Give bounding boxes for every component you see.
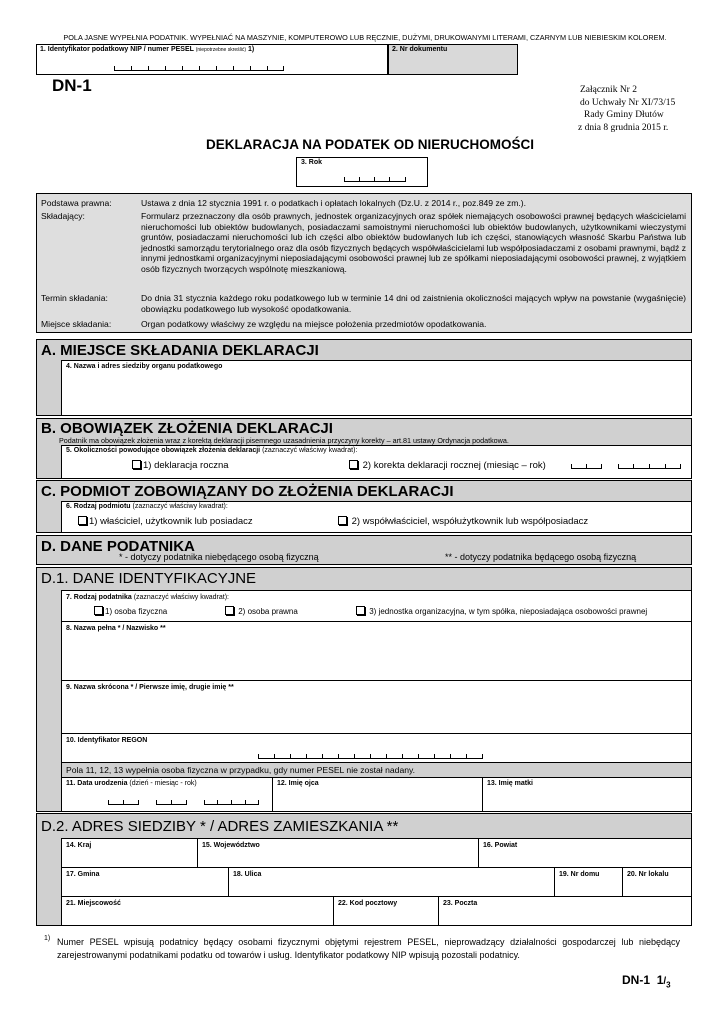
annual-declaration-label: 1) deklaracja roczna — [143, 460, 229, 471]
section-a-header: A. MIEJSCE SKŁADANIA DEKLARACJI — [36, 339, 692, 361]
birth-date-field[interactable] — [61, 777, 273, 812]
co-owner-label: 2) współwłaściciel, współużytkownik lub współposiadacz — [351, 516, 589, 527]
owner-option[interactable] — [78, 516, 253, 527]
section-d-note-right: ** - dotyczy podatnika będącego osobą fizyczną — [445, 552, 637, 562]
info-block — [36, 193, 692, 333]
year-digit-ticks — [344, 176, 406, 182]
organizational-unit-checkbox[interactable] — [356, 606, 365, 615]
organizational-unit-option[interactable] — [356, 606, 647, 616]
nip-pesel-field[interactable] — [36, 44, 388, 75]
birth-day-ticks — [108, 799, 139, 805]
locality-label: 21. Miejscowość — [66, 900, 121, 907]
section-d1-header: D.1. DANE IDENTYFIKACYJNE — [36, 567, 692, 591]
info-key: Termin składania: — [41, 293, 108, 303]
co-owner-option[interactable] — [338, 516, 588, 527]
owner-label: 1) właściciel, użytkownik lub posiadacz — [89, 516, 253, 527]
attachment-info — [578, 84, 675, 134]
section-b-title: B. OBOWIĄZEK ZŁOŻENIA DEKLARACJI — [41, 420, 333, 437]
house-number-label: 19. Nr domu — [559, 871, 600, 878]
info-row — [41, 319, 686, 330]
correction-checkbox[interactable] — [349, 460, 358, 469]
apartment-number-field[interactable] — [622, 867, 692, 897]
street-field[interactable] — [228, 867, 555, 897]
organizational-unit-label: 3) jednostka organizacyjna, w tym spółka, nieposiadająca osobowości prawnej — [369, 607, 648, 616]
municipality-field[interactable] — [61, 867, 229, 897]
short-name-field[interactable] — [61, 680, 692, 734]
page-form-code: DN-1 — [622, 973, 651, 987]
entity-type-field — [61, 501, 692, 533]
page-total: 3 — [666, 980, 671, 990]
entity-type-label: 6. Rodzaj podmiotu — [66, 503, 131, 510]
owner-checkbox[interactable] — [78, 516, 87, 525]
nip-digit-ticks — [114, 65, 284, 71]
section-a-left-bar — [36, 360, 62, 416]
info-value: Do dnia 31 stycznia każdego roku podatkowego lub w terminie 14 dni od zaistnienia okoliczności mających wpływ na powstanie (wygaśnięcie) obowiązku podatkowego lub wysokość opodatkowania. — [141, 293, 686, 314]
section-b-left-bar — [36, 445, 62, 479]
regon-label: 10. Identyfikator REGON — [66, 737, 148, 744]
regon-note: Pola 11, 12, 13 wypełnia osoba fizyczna w przypadku, gdy numer PESEL nie został nadany. — [66, 765, 416, 775]
legal-person-label: 2) osoba prawna — [238, 607, 298, 616]
section-c-left-bar — [36, 501, 62, 533]
legal-person-option[interactable] — [225, 606, 298, 616]
section-d1-left-bar — [36, 590, 62, 812]
section-d-header — [36, 535, 692, 565]
info-value: Formularz przeznaczony dla osób prawnych, jednostek organizacyjnych oraz spółek niemających osobowości prawnej będących właścicielami nieruchomości lub obiektów budowlanych, posiadaczami samoistnymi nieruchomości lub obiektów budowlanych, użytkownikami wieczystymi gruntów, posiadaczami nieruchomości lub ich części albo obiektów budowlanych lub ich części, stanowiących własność Skarbu Państwa lub jednostki samorządu terytorialnego oraz dla osób fizycznych będących współwłaścicielami lub współposiadaczami z osobami prawnymi, bądź z innymi jednostkami organizacyjnymi nieposiadającymi osobowości prawnej lub ze spółkami nieposiadającymi osobowości prawnej, z wyjątkiem osób fizycznych tworzących wspólnotę mieszkaniową. — [141, 211, 686, 274]
tax-office-label: 4. Nazwa i adres siedziby organu podatkowego — [66, 363, 223, 370]
birth-year-ticks — [204, 799, 259, 805]
street-label: 18. Ulica — [233, 871, 262, 878]
annual-declaration-checkbox[interactable] — [132, 460, 141, 469]
co-owner-checkbox[interactable] — [338, 516, 347, 525]
nip-pesel-label: 1. Identyfikator podatkowy NIP / numer PESEL — [40, 46, 194, 53]
correction-month-ticks — [571, 463, 602, 469]
country-field[interactable] — [61, 838, 198, 868]
page-number: DN-1 $1/_3$ — [622, 973, 671, 990]
attachment-line-1: Załącznik Nr 2 — [580, 85, 637, 95]
declaration-purpose-field — [61, 445, 692, 479]
county-label: 16. Powiat — [483, 842, 518, 849]
declaration-purpose-label: 5. Okoliczności powodujące obowiązek złożenia deklaracji — [66, 447, 261, 454]
document-number-field — [388, 44, 518, 75]
section-b-note: Podatnik ma obowiązek złożenia wraz z korektą deklaracji pisemnego uzasadnienia przyczyny korekty – art.81 ustawy Ordynacja podatkowa. — [59, 436, 509, 445]
header-note: POLA JASNE WYPEŁNIA PODATNIK. WYPEŁNIAĆ NA MASZYNIE, KOMPUTEROWO LUB RĘCZNIE, DUŻYMI, DRUKOWANYMI LITERAMI, CZARNYM LUB NIEBIESKIM KOLOREM. — [63, 33, 667, 42]
correction-label: 2) korekta deklaracji rocznej (miesiąc – rok) — [362, 460, 546, 471]
attachment-line-4: z dnia 8 grudnia 2015 r. — [578, 122, 669, 133]
post-office-label: 23. Poczta — [443, 900, 478, 907]
section-d-title: D. DANE PODATNIKA — [41, 538, 195, 555]
voivodeship-field[interactable] — [197, 838, 479, 868]
section-d2-left-bar — [36, 838, 62, 926]
full-name-label: 8. Nazwa pełna * / Nazwisko ** — [66, 625, 166, 632]
nip-pesel-footnote-mark: 1) — [248, 46, 255, 53]
correction-year-ticks — [618, 463, 681, 469]
info-value: Organ podatkowy właściwy ze względu na miejsce położenia przedmiotów opodatkowania. — [141, 319, 487, 329]
page-current: 1 — [656, 973, 664, 987]
natural-person-option[interactable] — [94, 606, 167, 616]
info-key: Składający: — [41, 211, 85, 221]
info-value: Ustawa z dnia 12 stycznia 1991 r. o podatkach i opłatach lokalnych (Dz.U. z 2014 r., poz.849 ze zm.). — [141, 198, 527, 208]
entity-type-note: (zaznaczyć właściwy kwadrat): — [132, 503, 228, 510]
voivodeship-label: 15. Województwo — [202, 842, 260, 849]
year-label: 3. Rok — [301, 159, 323, 166]
mother-name-field[interactable] — [482, 777, 692, 812]
footnote-mark: 1) — [44, 935, 51, 942]
info-key: Podstawa prawna: — [41, 198, 112, 208]
regon-field[interactable] — [61, 733, 692, 763]
info-key: Miejsce składania: — [41, 319, 112, 329]
tax-office-field[interactable] — [61, 360, 692, 416]
section-d2-header: D.2. ADRES SIEDZIBY * / ADRES ZAMIESZKANIA ** — [36, 813, 692, 839]
nip-pesel-note: (niepotrzebne skreślić) — [195, 47, 247, 53]
apartment-number-label: 20. Nr lokalu — [627, 871, 669, 878]
taxpayer-type-field — [61, 590, 692, 622]
regon-digit-ticks — [258, 753, 483, 759]
page-title: DEKLARACJA NA PODATEK OD NIERUCHOMOŚCI — [205, 137, 534, 152]
country-label: 14. Kraj — [66, 842, 92, 849]
form-code: DN-1 — [52, 76, 92, 95]
attachment-line-2: do Uchwały Nr XI/73/15 — [580, 97, 676, 108]
declaration-purpose-note: (zaznaczyć właściwy kwadrat): — [262, 447, 358, 454]
postal-code-label: 22. Kod pocztowy — [338, 900, 398, 907]
taxpayer-type-label: 7. Rodzaj podatnika — [66, 594, 132, 601]
birth-date-label: 11. Data urodzenia — [66, 780, 128, 787]
footnote-text: Numer PESEL wpisują podatnicy będący osobami fizycznymi objętymi rejestrem PESEL, nieprowadzący działalności gospodarczej lub niebędący zarejestrowanymi podatnikami podatku od towarów i usług. Identyfikator podatkowy NIP wpisują pozostali podatnicy. — [57, 937, 680, 960]
year-field[interactable] — [296, 157, 428, 187]
mother-name-label: 13. Imię matki — [487, 780, 533, 787]
post-office-field[interactable] — [438, 896, 692, 926]
attachment-line-3: Rady Gminy Dłutów — [584, 110, 664, 120]
county-field[interactable] — [478, 838, 692, 868]
father-name-field[interactable] — [272, 777, 483, 812]
short-name-label: 9. Nazwa skrócona * / Pierwsze imię, drugie imię ** — [66, 684, 234, 691]
taxpayer-type-note: (zaznaczyć właściwy kwadrat): — [133, 594, 229, 601]
annual-declaration-option[interactable] — [132, 460, 229, 471]
section-d-note-left: * - dotyczy podatnika niebędącego osobą fizyczną — [119, 552, 319, 562]
correction-option[interactable] — [349, 460, 546, 471]
father-name-label: 12. Imię ojca — [277, 780, 319, 787]
info-row — [41, 198, 686, 209]
info-row — [41, 211, 686, 291]
section-b-header — [36, 418, 692, 446]
house-number-field[interactable] — [554, 867, 623, 897]
info-row — [41, 293, 686, 315]
municipality-label: 17. Gmina — [66, 871, 100, 878]
natural-person-checkbox[interactable] — [94, 606, 103, 615]
locality-field[interactable] — [61, 896, 334, 926]
postal-code-field[interactable] — [333, 896, 439, 926]
legal-person-checkbox[interactable] — [225, 606, 234, 615]
section-c-header: C. PODMIOT ZOBOWIĄZANY DO ZŁOŻENIA DEKLARACJI — [36, 480, 692, 502]
birth-date-note: (dzień - miesiąc - rok) — [129, 780, 197, 787]
natural-person-label: 1) osoba fizyczna — [105, 607, 168, 616]
document-number-label: 2. Nr dokumentu — [392, 46, 448, 53]
birth-month-ticks — [156, 799, 187, 805]
full-name-field[interactable] — [61, 621, 692, 681]
regon-note-row — [61, 762, 692, 778]
